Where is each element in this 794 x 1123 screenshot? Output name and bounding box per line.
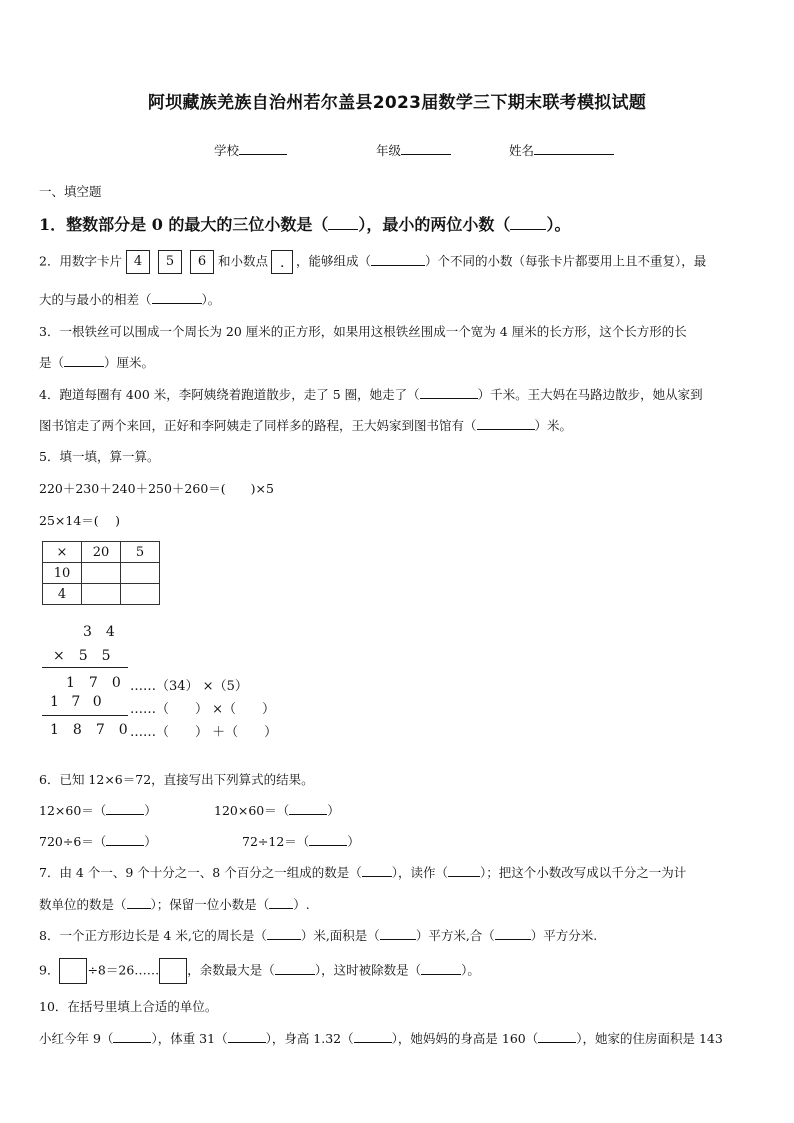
question-3-cont: [39, 353, 154, 371]
decimal-point-glyph: .: [279, 255, 285, 271]
q10-blank-1[interactable]: [113, 1041, 151, 1043]
q2-text-a: 2．用数字卡片: [39, 253, 122, 269]
q4-blank-1[interactable]: [420, 397, 478, 399]
step-note-3: ……（ ） ＋（ ）: [130, 725, 278, 740]
digit-card-4: 4: [126, 250, 150, 274]
grade-field: [376, 141, 451, 159]
question-8: [39, 926, 597, 944]
q3-blank[interactable]: [64, 365, 104, 367]
q6-expr-4-text: 72÷12＝（: [242, 834, 310, 849]
q9-text-e: ）。: [461, 962, 480, 978]
q3-text-b: 是（: [39, 355, 65, 370]
grid-row-10: 10: [43, 563, 82, 584]
q2-text-b: 和小数点: [217, 253, 268, 269]
q4-text-b: ）千米。王大妈在马路边散步，她从家到: [477, 387, 703, 402]
q1-blank-1[interactable]: [328, 228, 358, 230]
q4-text-d: ）米。: [534, 418, 573, 433]
q10-text-d: ），身高 1.32（: [265, 1031, 354, 1046]
partial-product-2: 1 7 0: [50, 694, 106, 710]
question-10: 10．在括号里填上合适的单位。: [39, 999, 218, 1014]
vertical-rule-2: [42, 715, 128, 716]
vertical-multiplicand: 3 4: [83, 624, 115, 640]
q7-text-c: ）；把这个小数改写成以千分之一为计: [479, 865, 687, 880]
q6-expr-1: [39, 801, 157, 819]
q8-text-c: ）平方米,合（: [415, 928, 495, 943]
q6-expr-2: [214, 801, 340, 819]
question-9: [39, 958, 480, 984]
q7-blank-4[interactable]: [269, 907, 293, 909]
q1-text-b: ），最小的两位小数（: [358, 215, 511, 234]
q6-expr-4: [242, 832, 360, 850]
q6-expr-3-text: 720÷6＝（: [39, 834, 107, 849]
question-5: 5．填一填，算一算。: [39, 449, 160, 464]
q5-equation-2: 25×14＝( ): [39, 513, 121, 528]
grid-cell[interactable]: [121, 584, 160, 605]
grid-header-5: 5: [121, 542, 160, 563]
question-2: [39, 250, 706, 274]
multiplication-grid: [42, 541, 160, 605]
step-note-2: ……（ ） ×（ ）: [130, 702, 276, 717]
q4-blank-2[interactable]: [477, 428, 535, 430]
q4-text-c: 图书馆走了两个来回，正好和李阿姨走了同样多的路程，王大妈家到图书馆有（: [39, 418, 477, 433]
q7-text-b: ），读作（: [391, 865, 448, 880]
exam-title: 阿坝藏族羌族自治州若尔盖县2023届数学三下期末联考模拟试题: [147, 93, 647, 113]
q6-close-4: ）: [347, 834, 360, 849]
q3-text-c: ）厘米。: [104, 355, 155, 370]
q10-blank-4[interactable]: [538, 1041, 576, 1043]
digit-card-5: 5: [158, 250, 182, 274]
grid-header-times: ×: [43, 542, 82, 563]
school-label: 学校: [214, 143, 240, 158]
name-field: [509, 141, 614, 159]
q10-text-f: ），她家的住房面积是 143: [576, 1031, 723, 1046]
q6-close-1: ）: [144, 803, 157, 818]
q9-text-d: ），这时被除数是（: [314, 962, 422, 978]
step-note-1: ……（34） ×（5）: [130, 679, 248, 694]
question-4-cont: [39, 416, 572, 434]
q2-blank-1[interactable]: [371, 264, 425, 266]
question-10-cont: [39, 1029, 723, 1047]
grade-label: 年级: [376, 143, 402, 158]
question-7: [39, 863, 686, 881]
decimal-point-card: [271, 250, 293, 274]
digit-card-6: 6: [190, 250, 214, 274]
q7-blank-2[interactable]: [448, 875, 480, 877]
name-label: 姓名: [509, 143, 535, 158]
q2-text-e: 大的与最小的相差（: [39, 292, 152, 307]
q9-text-b: ÷8＝26……: [87, 962, 160, 978]
question-3: 3．一根铁丝可以围成一个周长为 20 厘米的正方形，如果用这根铁丝围成一个宽为 4 厘米的长方形，这个长方形的长: [39, 324, 687, 339]
q8-text-b: ）米,面积是（: [300, 928, 380, 943]
q7-blank-3[interactable]: [127, 907, 151, 909]
q10-text-e: ），她妈妈的身高是 160（: [391, 1031, 539, 1046]
question-6: 6．已知 12×6＝72，直接写出下列算式的结果。: [39, 772, 314, 787]
q5-equation-1: 220＋230＋240＋250＋260＝( )×5: [39, 481, 274, 496]
q1-text-a: 1．整数部分是 0 的最大的三位小数是（: [39, 215, 329, 234]
q6-blank-1[interactable]: [106, 813, 144, 815]
school-field: [214, 141, 287, 159]
q8-text-d: ）平方分米.: [530, 928, 598, 943]
q6-expr-3: [39, 832, 157, 850]
q10-text-c: ），体重 31（: [151, 1031, 228, 1046]
q2-text-d: ）个不同的小数（每张卡片都要用上且不重复），最: [425, 253, 707, 269]
q2-text-f: ）。: [201, 292, 221, 307]
q8-blank-1[interactable]: [267, 938, 301, 940]
q8-blank-3[interactable]: [495, 938, 531, 940]
grid-cell[interactable]: [121, 563, 160, 584]
q9-blank-2[interactable]: [421, 973, 461, 975]
q8-blank-2[interactable]: [380, 938, 416, 940]
q2-text-c: ，能够组成（: [295, 253, 371, 269]
question-4: [39, 385, 703, 403]
q7-text-d: 数单位的数是（: [39, 897, 127, 912]
vertical-multiplier: × 5 5: [53, 648, 111, 664]
q4-text-a: 4．跑道每圈有 400 米，李阿姨绕着跑道散步，走了 5 圈，她走了（: [39, 387, 420, 402]
q9-blank-1[interactable]: [275, 973, 315, 975]
question-1: [39, 212, 570, 235]
section-heading: 一、填空题: [39, 184, 102, 199]
q7-blank-1[interactable]: [362, 875, 392, 877]
q10-blank-3[interactable]: [354, 1041, 392, 1043]
grade-blank[interactable]: [401, 153, 451, 155]
vertical-rule-1: [42, 667, 128, 668]
q9-text-c: ，余数最大是（: [187, 962, 275, 978]
q1-text-c: ）。: [546, 215, 571, 234]
grid-row-4: 4: [43, 584, 82, 605]
q6-blank-4[interactable]: [309, 844, 347, 846]
q1-blank-2[interactable]: [510, 228, 546, 230]
q9-text-a: 9．: [39, 962, 60, 978]
q6-blank-2[interactable]: [289, 813, 327, 815]
grid-header-20: 20: [82, 542, 121, 563]
question-7-cont: [39, 895, 310, 913]
q10-text-b: 小红今年 9（: [39, 1031, 114, 1046]
grid-cell[interactable]: [82, 563, 121, 584]
q7-text-f: ）.: [293, 897, 310, 912]
q6-close-3: ）: [144, 834, 157, 849]
q6-expr-2-text: 120×60＝（: [214, 803, 290, 818]
name-blank[interactable]: [534, 153, 614, 155]
q10-blank-2[interactable]: [228, 1041, 266, 1043]
partial-product-1: 1 7 0: [66, 675, 121, 691]
q7-text-e: ）；保留一位小数是（: [150, 897, 270, 912]
question-2-cont: [39, 290, 220, 308]
school-blank[interactable]: [239, 153, 287, 155]
q2-blank-2[interactable]: [152, 302, 202, 304]
q6-blank-3[interactable]: [106, 844, 144, 846]
grid-cell[interactable]: [82, 584, 121, 605]
q8-text-a: 8．一个正方形边长是 4 米,它的周长是（: [39, 928, 267, 943]
q6-close-2: ）: [327, 803, 340, 818]
q7-text-a: 7．由 4 个一、9 个十分之一、8 个百分之一组成的数是（: [39, 865, 362, 880]
dividend-box[interactable]: [59, 958, 87, 984]
final-product: 1 8 7 0: [50, 722, 128, 738]
q6-expr-1-text: 12×60＝（: [39, 803, 107, 818]
remainder-box[interactable]: [159, 958, 187, 984]
